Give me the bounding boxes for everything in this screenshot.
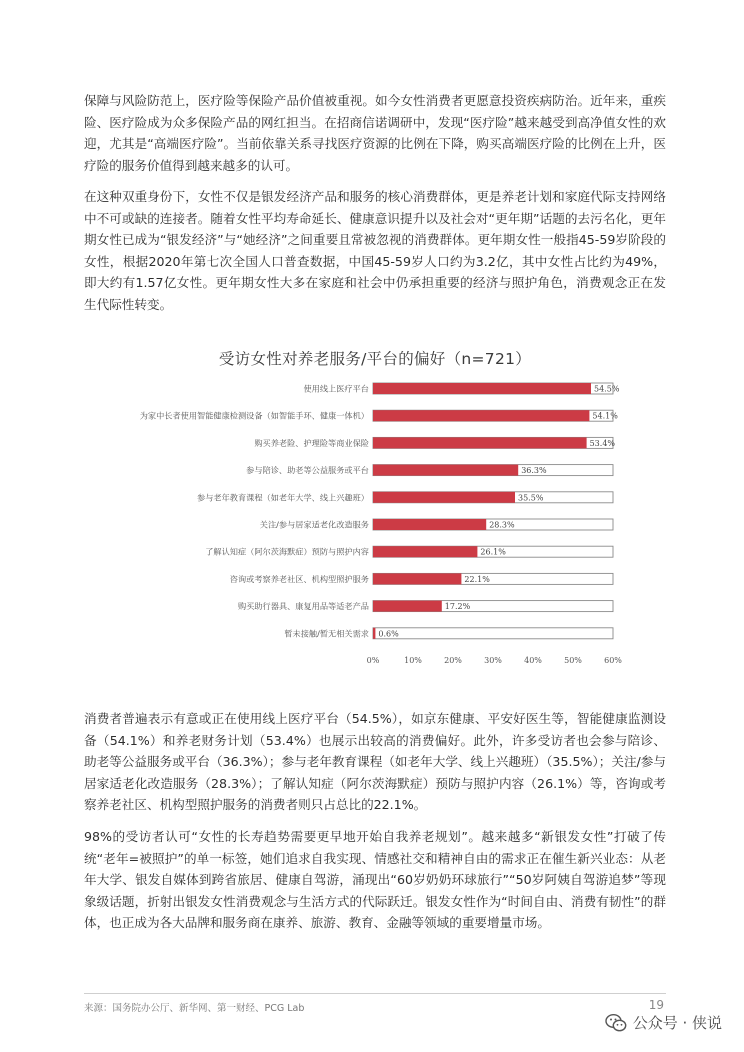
x-tick-label: 50%: [564, 656, 582, 665]
x-tick-label: 0%: [366, 656, 380, 665]
category-label: 购买养老险、护理险等商业保险: [254, 437, 369, 448]
bar-track: [373, 628, 613, 639]
wechat-icon: [605, 1013, 627, 1033]
watermark-label: 公众号 · 侠说: [632, 1014, 722, 1032]
bar-value-label: 17.2%: [444, 602, 471, 612]
bar-value-label: 35.5%: [518, 493, 544, 503]
x-tick-label: 10%: [404, 656, 422, 665]
bar-value-label: 0.6%: [378, 629, 399, 639]
bar-value-label: 22.1%: [464, 574, 490, 584]
bar: [373, 519, 486, 530]
body-paragraph-2: 在这种双重身份下，女性不仅是银发经济产品和服务的核心消费群体，更是养老计划和家庭代际支持网络中不可或缺的连接者。随着女性平均寿命延长、健康意识提升以及社会对“更年期”话题的去污名化，更年期女性已成为“银发经济”与“她经济”之间重要且常被忽视的消费群体。更年期女性一般指45-59岁阶段的女性，根据2020年第七次全国人口普查数据，中国45-59岁人口约为3.2亿，其中女性占比约为49%，即大约有1.57亿女性。更年期女性大多在家庭和社会中仍承担重要的经济与照护角色，消费观念正在发生代际性转变。: [84, 189, 666, 312]
category-label: 暂未接触/暂无相关需求: [284, 628, 369, 639]
category-label: 购买助行器具、康复用品等适老产品: [237, 601, 369, 612]
bar: [373, 492, 515, 503]
bar: [373, 628, 375, 639]
category-label: 参与老年教育课程（如老年大学、线上兴趣班）: [197, 492, 369, 503]
source-note: 来源：国务院办公厅、新华网、第一财经、PCG Lab: [84, 1003, 305, 1014]
category-label: 使用线上医疗平台: [303, 383, 369, 394]
category-label: 了解认知症（阿尔茨海默症）预防与照护内容: [205, 546, 369, 557]
bar: [373, 601, 442, 612]
footer-divider: [84, 993, 666, 994]
bar-value-label: 28.3%: [489, 520, 515, 530]
bar-value-label: 53.4%: [589, 438, 616, 448]
bar-chart: [84, 375, 666, 665]
x-tick-label: 20%: [444, 656, 462, 665]
bar: [373, 546, 477, 557]
body-paragraph-1: 保障与风险防范上，医疗险等保险产品价值被重视。如今女性消费者更愿意投资疾病防治。近年来，重疾险、医疗险成为众多保险产品的网红担当。在招商信诺调研中，发现“医疗险”越来越受到高净值女性的欢迎，尤其是“高端医疗险”。当前依靠关系寻找医疗资源的比例在下降，购买高端医疗险的比例在上升，医疗险的服务价值得到越来越多的认可。: [84, 93, 666, 173]
category-label: 关注/参与居家适老化改造服务: [259, 519, 369, 530]
category-label: 为家中长者使用智能健康检测设备（如智能手环、健康一体机）: [139, 410, 369, 421]
category-label: 参与陪诊、助老等公益服务或平台: [246, 465, 369, 476]
x-tick-label: 30%: [484, 656, 502, 665]
bar-value-label: 54.5%: [594, 384, 620, 394]
x-tick-label: 40%: [524, 656, 542, 665]
x-tick-label: 60%: [604, 656, 622, 665]
bar: [373, 573, 461, 584]
bar-value-label: 54.1%: [592, 411, 618, 421]
watermark: [605, 1012, 722, 1033]
body-paragraph-3: 消费者普遍表示有意或正在使用线上医疗平台（54.5%），如京东健康、平安好医生等，智能健康监测设备（54.1%）和养老财务计划（53.4%）也展示出较高的消费偏好。此外，许多受访者也会参与陪诊、助老等公益服务或平台（36.3%）；参与老年教育课程（如老年大学、线上兴趣班）（35.5%）；关注/参与居家适老化改造服务（28.3%）；了解认知症（阿尔茨海默症）预防与照护内容（26.1%）等，咨询或考察养老社区、机构型照护服务的消费者则只占总比的22.1%。: [84, 711, 666, 812]
bar-value-label: 36.3%: [521, 466, 547, 476]
category-label: 咨询或考察养老社区、机构型照护服务: [229, 573, 369, 584]
bar: [373, 410, 589, 421]
page-number: 19: [648, 998, 664, 1012]
bar-value-label: 26.1%: [480, 547, 506, 557]
bar: [373, 383, 591, 394]
chart-title: 受访女性对养老服务/平台的偏好（n=721）: [218, 350, 532, 368]
body-paragraph-4: 98%的受访者认可“女性的长寿趋势需要更早地开始自我养老规划”。越来越多“新银发女性”打破了传统“老年=被照护”的单一标签，她们追求自我实现、情感社交和精神自由的需求正在催生新兴业态：从老年大学、银发自媒体到跨省旅居、健康自驾游，涌现出“60岁奶奶环球旅行”“50岁阿姨自驾游追梦”等现象级话题，折射出银发女性消费观念与生活方式的代际跃迁。银发女性作为“时间自由、消费有韧性”的群体，也正成为各大品牌和服务商在康养、旅游、教育、金融等领域的重要增量市场。: [84, 829, 666, 930]
bar: [373, 465, 518, 476]
bar: [373, 437, 587, 448]
